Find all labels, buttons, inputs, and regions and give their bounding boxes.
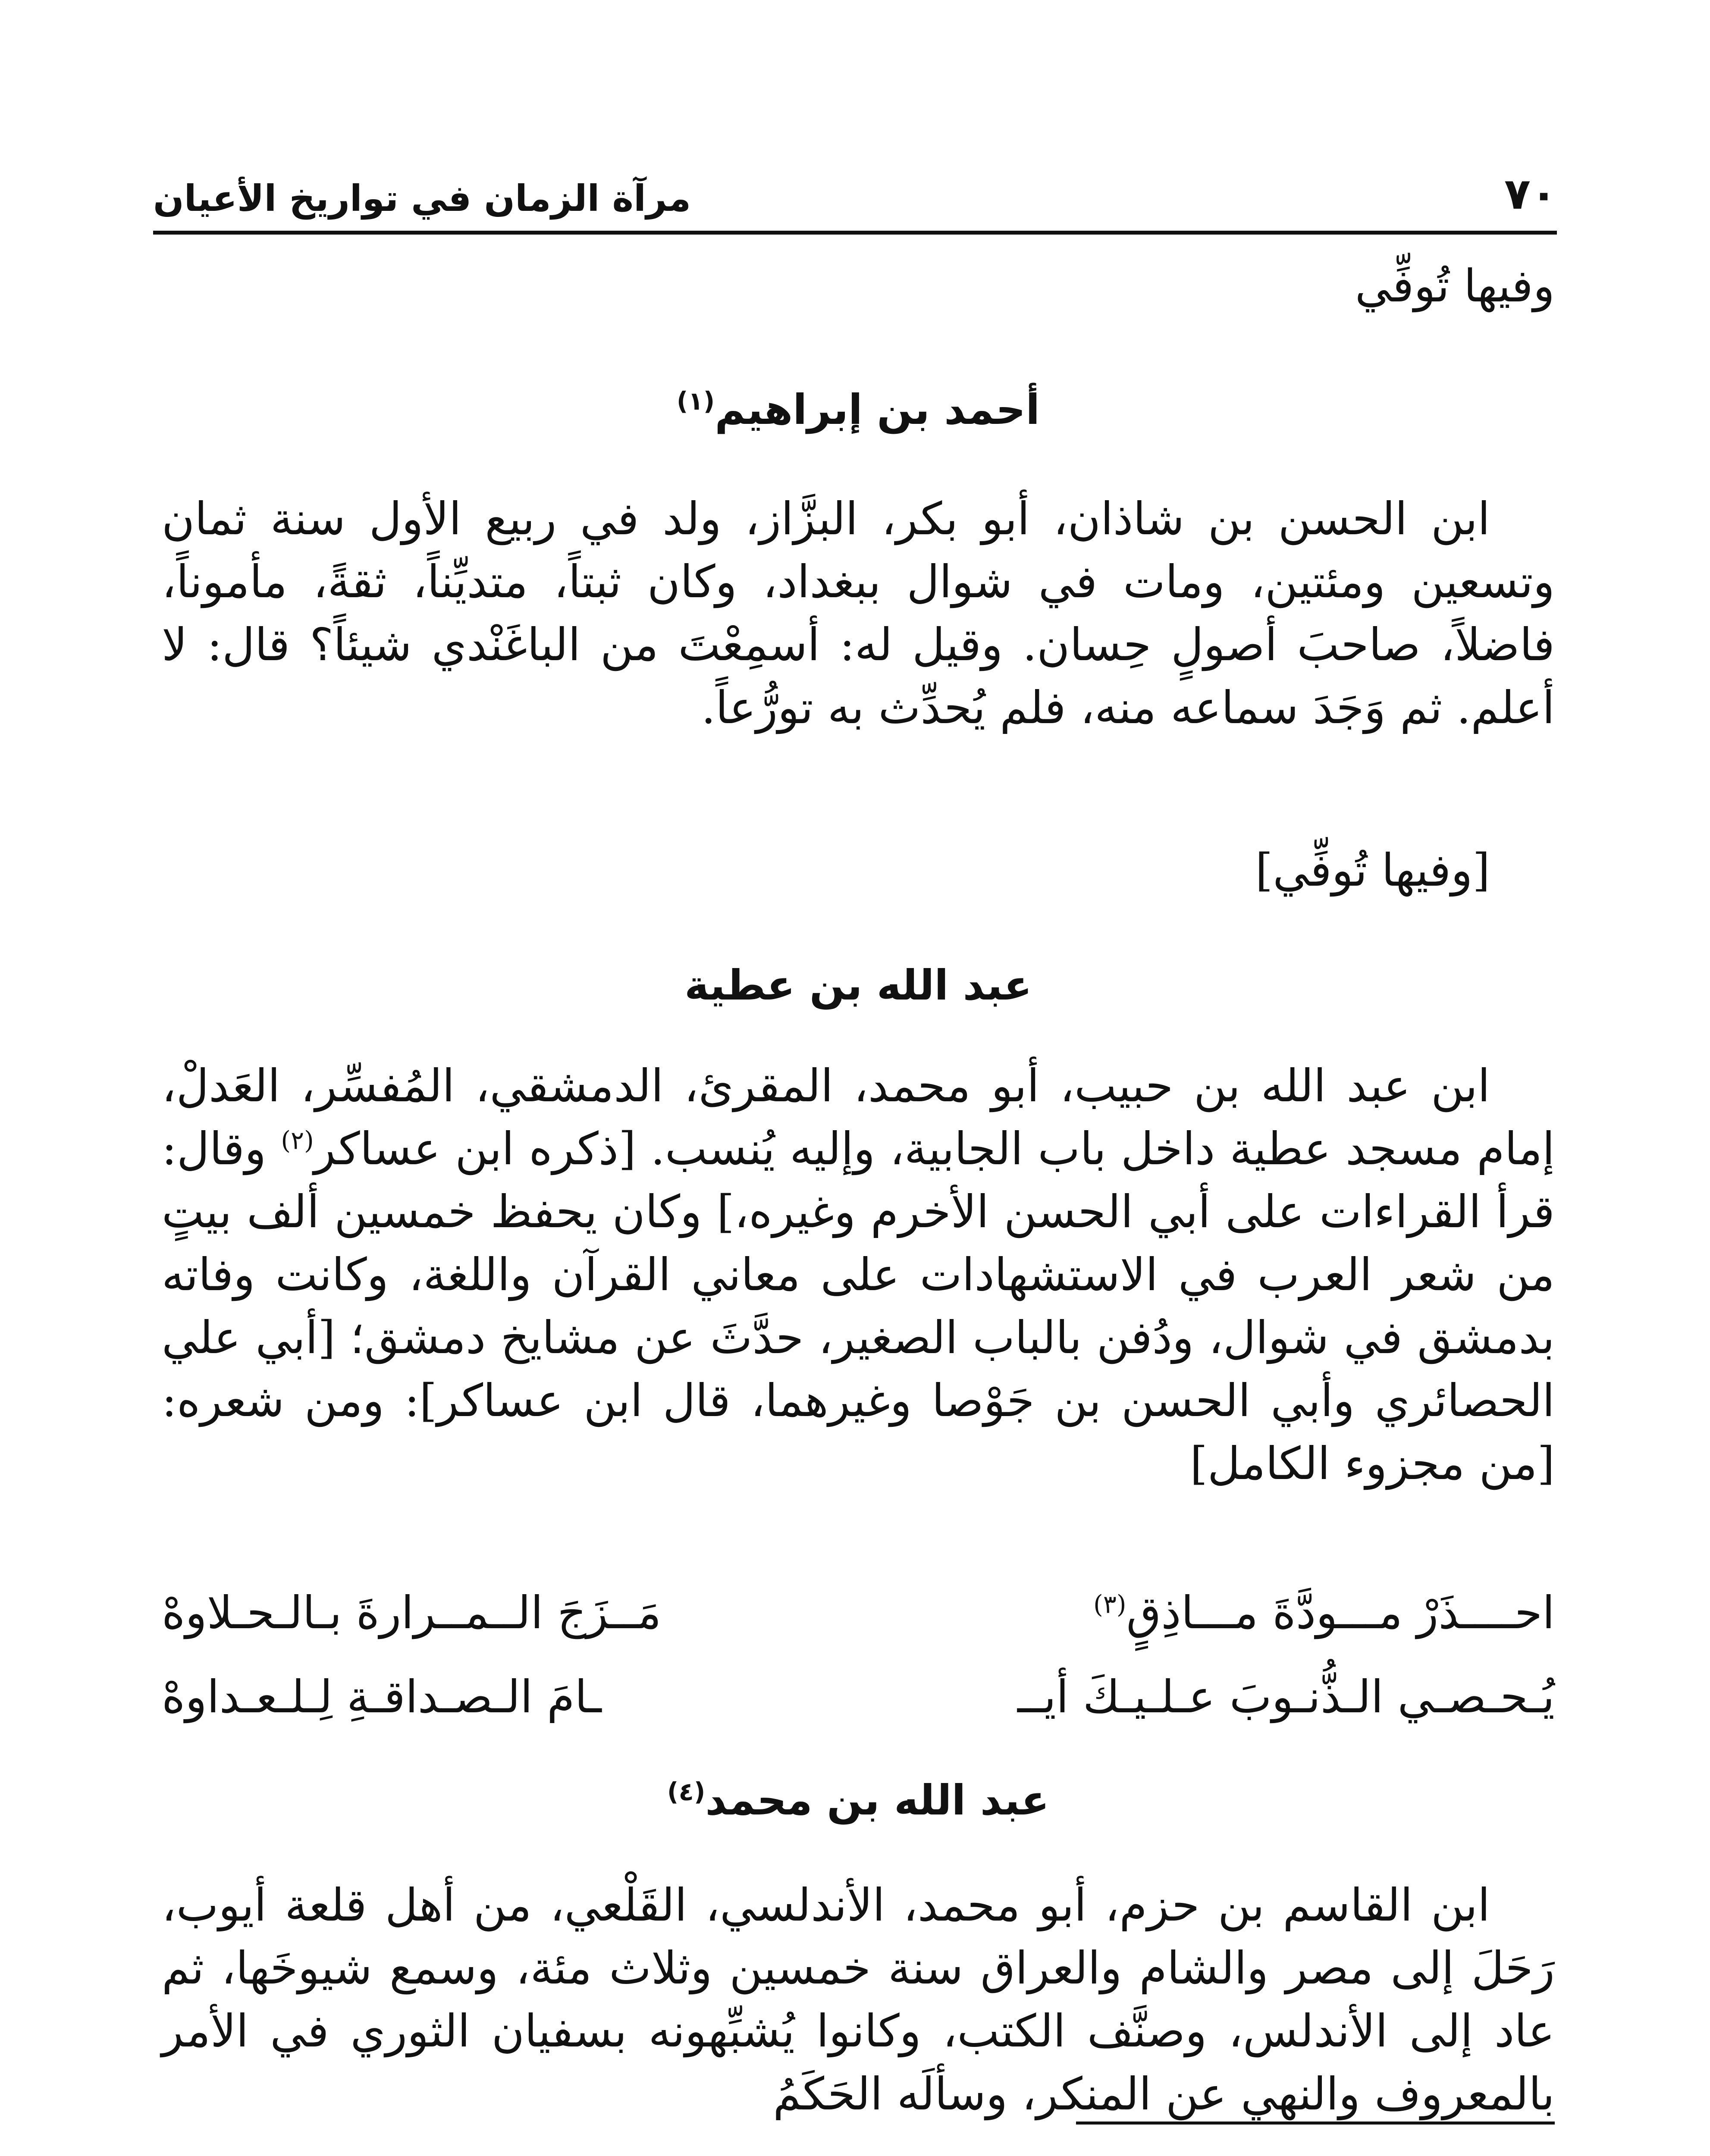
entry-heading-abdullah-muhammad	[162, 1768, 1555, 1833]
verse-line-1	[162, 1580, 1555, 1645]
verse-line-2	[162, 1664, 1555, 1729]
verse-1-first-hemistich: احــــذَرْ مـــودَّةَ مـــاذِقٍ$^{(٣)}$	[1093, 1586, 1555, 1639]
opening-line: وفيها تُوفِّي	[1355, 260, 1555, 312]
entry-heading-ahmad-text: أحمد بن إبراهيم	[715, 385, 1040, 434]
entry-paragraph-abdullah-atiyya	[162, 1054, 1555, 1495]
paragraph-part-2: وقال: قرأ القراءات على أبي الحسن الأخرم وغيره،] وكان يحفظ خمسين ألف بيتٍ من شعر العرب في الاستشهادات على معاني القرآن واللغة، وكانت وفاته بدمشق في شوال، ودُفن بالباب الصغير، حدَّثَ عن مشايخ دمشق؛ [أبي علي الحصائري وأبي الحسن بن جَوْصا وغيرهما، قال ابن عساكر]: ومن شعره: [من مجزوء الكامل]	[162, 1122, 1555, 1490]
verse-2-second-hemistich: ـامَ الـصـداقـةِ لِـلـعـداوهْ	[162, 1670, 602, 1723]
paragraph-part-1: ابن عبد الله بن حبيب، أبو محمد، المقرئ، الدمشقي، المُفسِّر، العَدلْ، إمام مسجد عطية داخل باب الجابية، وإليه يُنسب. [ذكره ابن عساكر	[162, 1059, 1555, 1175]
page-number: ٧٠	[1504, 169, 1557, 219]
entry-heading-ahmad	[162, 377, 1555, 442]
entry-closing-line: [وفيها تُوفِّي]	[1255, 844, 1490, 896]
entry-heading-abdullah-atiyya: عبد الله بن عطية	[684, 961, 1032, 1009]
footnote-ref-4: (٤)	[667, 1777, 706, 1806]
entry-paragraph-abdullah-muhammad: ابن القاسم بن حزم، أبو محمد، الأندلسي، القَلْعي، من أهل قلعة أيوب، رَحَلَ إلى مصر والشام والعراق سنة خمسين وثلاث مئة، وسمع شيوخَها، ثم عاد إلى الأندلس، وصنَّف الكتب، وكانوا يُشبِّهونه بسفيان الثوري في الأمر بالمعروف والنهي عن المنكر، وسألَه الحَكَمُ	[162, 1879, 1555, 2120]
footnote-ref-2: (٢)	[281, 1125, 314, 1155]
entry-heading-abdullah-muhammad-text: عبد الله بن محمد	[705, 1776, 1050, 1824]
footnote-rule	[1076, 2122, 1555, 2125]
header-rule	[153, 231, 1557, 235]
footnote-1	[162, 2150, 1555, 2156]
running-header-title: مرآة الزمان في تواريخ الأعيان	[153, 177, 691, 219]
verse-2-first-hemistich: يُـحـصـي الـذُّنـوبَ عـلـيـكَ أيــ	[1017, 1670, 1555, 1723]
entry-paragraph-ahmad: ابن الحسن بن شاذان، أبو بكر، البزَّاز، ولد في ربيع الأول سنة ثمان وتسعين ومئتين، ومات في شوال ببغداد، وكان ثبتاً، متديِّناً، ثقةً، مأموناً، فاضلاً، صاحبَ أصولٍ حِسان. وقيل له: أسمِعْتَ من الباغَنْدي شيئاً؟ قال: لا أعلم. ثم وَجَدَ سماعه منه، فلم يُحدِّث به تورُّعاً.	[162, 492, 1555, 734]
footnote-ref-3: (٣)	[1093, 1589, 1126, 1619]
footnote-ref-1: (١)	[676, 386, 715, 416]
verse-1-second-hemistich: مَــزَجَ الــمــرارةَ بـالـحـلاوهْ	[162, 1586, 662, 1639]
